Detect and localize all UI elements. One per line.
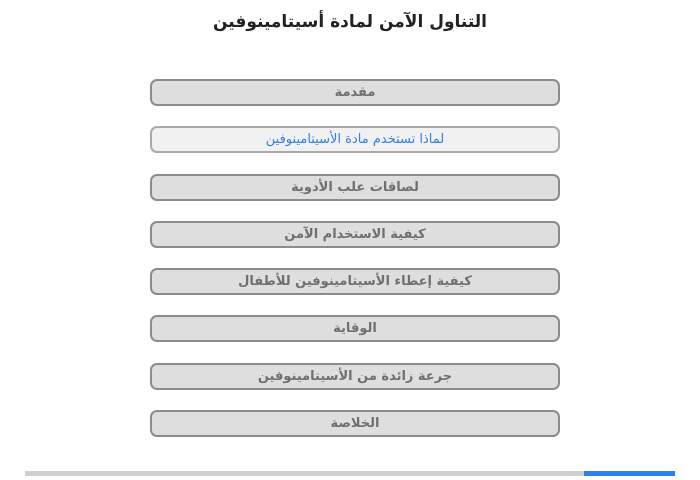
menu-item-why-use-acetaminophen[interactable]: لماذا تستخدم مادة الأسيتامينوفين (150, 126, 560, 153)
lesson-menu (150, 79, 560, 457)
menu-item-safe-use[interactable]: كيفية الاستخدام الآمن (150, 221, 560, 248)
progress-bar-fill (584, 471, 675, 476)
menu-item-overdose[interactable]: جرعة زائدة من الأسيتامينوفين (150, 363, 560, 390)
progress-bar (25, 471, 675, 476)
menu-item-summary[interactable]: الخلاصة (150, 410, 560, 437)
menu-item-introduction[interactable]: مقدمة (150, 79, 560, 106)
menu-item-medicine-labels[interactable]: لصاقات علب الأدوية (150, 174, 560, 201)
page-title: التناول الآمن لمادة أسيتامينوفين (212, 12, 488, 32)
menu-item-giving-to-children[interactable]: كيفية إعطاء الأسيتامينوفين للأطفال (150, 268, 560, 295)
menu-item-prevention[interactable]: الوقاية (150, 315, 560, 342)
